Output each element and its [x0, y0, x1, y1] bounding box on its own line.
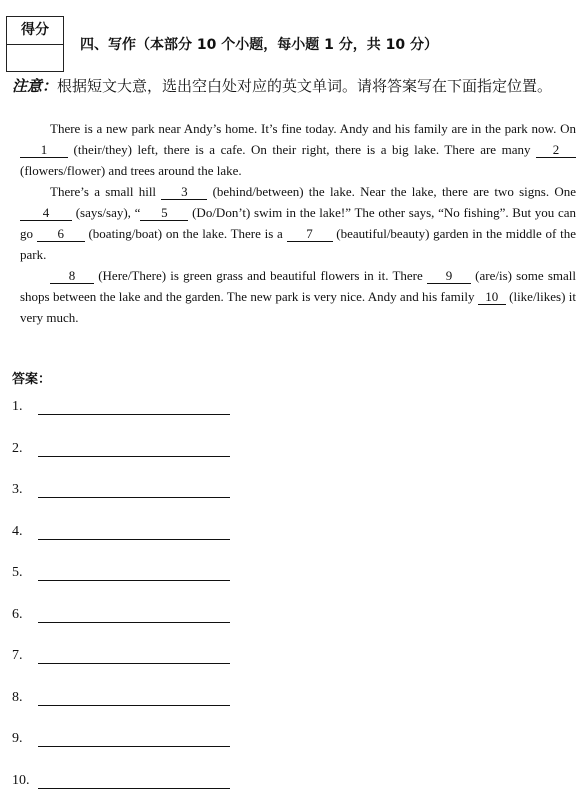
answer-number: 10. [12, 773, 30, 788]
blank-7: 7 [287, 227, 333, 242]
paragraph-1 [20, 118, 576, 181]
answer-number: 1. [12, 399, 23, 414]
cloze-passage [20, 118, 576, 328]
passage-text: (behind/between) the lake. Near the lake, there are two signs. One [207, 184, 576, 199]
answer-row [12, 440, 230, 462]
answer-line[interactable] [38, 606, 230, 623]
passage-text: (like/likes) it very much. [20, 289, 576, 325]
answer-line[interactable] [38, 440, 230, 457]
blank-4: 4 [20, 206, 72, 221]
answer-line[interactable] [38, 564, 230, 581]
passage-text: (boating/boat) on the lake. There is a [84, 226, 287, 241]
answer-line[interactable] [38, 730, 230, 747]
passage-text: (says/say), “ [72, 205, 141, 220]
answer-row [12, 730, 230, 752]
answer-number: 3. [12, 482, 23, 497]
section-title: 四、写作（本部分 10 个小题，每小题 1 分，共 10 分） [80, 37, 438, 53]
passage-text: (their/they) left, there is a cafe. On their right, there is a big lake. There are many [68, 142, 536, 157]
answer-line[interactable] [38, 481, 230, 498]
blank-1: 1 [20, 143, 68, 158]
answer-number: 9. [12, 731, 23, 746]
answer-number: 2. [12, 441, 23, 456]
answer-row [12, 523, 230, 545]
answer-row [12, 772, 230, 794]
answer-line[interactable] [38, 772, 230, 789]
answer-number: 5. [12, 565, 23, 580]
paragraph-2 [20, 181, 576, 265]
blank-6: 6 [37, 227, 85, 242]
answer-line[interactable] [38, 523, 230, 540]
blank-10: 10 [478, 290, 506, 305]
answers-title: 答案： [12, 372, 52, 387]
passage-text: (are/is) some small shops between the lake and the garden. The new park is very nice. Andy and his family [20, 268, 576, 304]
answer-row [12, 398, 230, 420]
passage-text: (beautiful/beauty) garden in the middle of the park. [20, 226, 576, 262]
answer-line[interactable] [38, 647, 230, 664]
passage-text: There is a new park near Andy’s home. It’s fine today. Andy and his family are in the park now. On [50, 121, 576, 136]
answer-number: 6. [12, 607, 23, 622]
blank-3: 3 [161, 185, 207, 200]
answer-number: 4. [12, 524, 23, 539]
passage-text: (Do/Don’t) swim in the lake!” The other says, “No fishing”. But you can go [20, 205, 577, 241]
answer-number: 8. [12, 690, 23, 705]
score-box [6, 16, 64, 72]
answer-row [12, 606, 230, 628]
paragraph-3 [20, 265, 576, 328]
passage-text: (Here/There) is green grass and beautiful flowers in it. There [94, 268, 427, 283]
instruction-note [12, 75, 552, 96]
note-label: 注意： [12, 79, 58, 95]
answer-number: 7. [12, 648, 23, 663]
answer-row [12, 647, 230, 669]
blank-9: 9 [427, 269, 471, 284]
blank-2: 2 [536, 143, 576, 158]
blank-5: 5 [140, 206, 188, 221]
passage-text: (flowers/flower) and trees around the lake. [20, 163, 242, 178]
note-text: 根据短文大意，选出空白处对应的英文单词。请将答案写在下面指定位置。 [57, 79, 553, 95]
passage-text: There’s a small hill [50, 184, 162, 199]
score-label: 得分 [7, 17, 63, 45]
answer-line[interactable] [38, 398, 230, 415]
answer-line[interactable] [38, 689, 230, 706]
answer-row [12, 481, 230, 503]
blank-8: 8 [50, 269, 94, 284]
answer-row [12, 564, 230, 586]
answer-row [12, 689, 230, 711]
